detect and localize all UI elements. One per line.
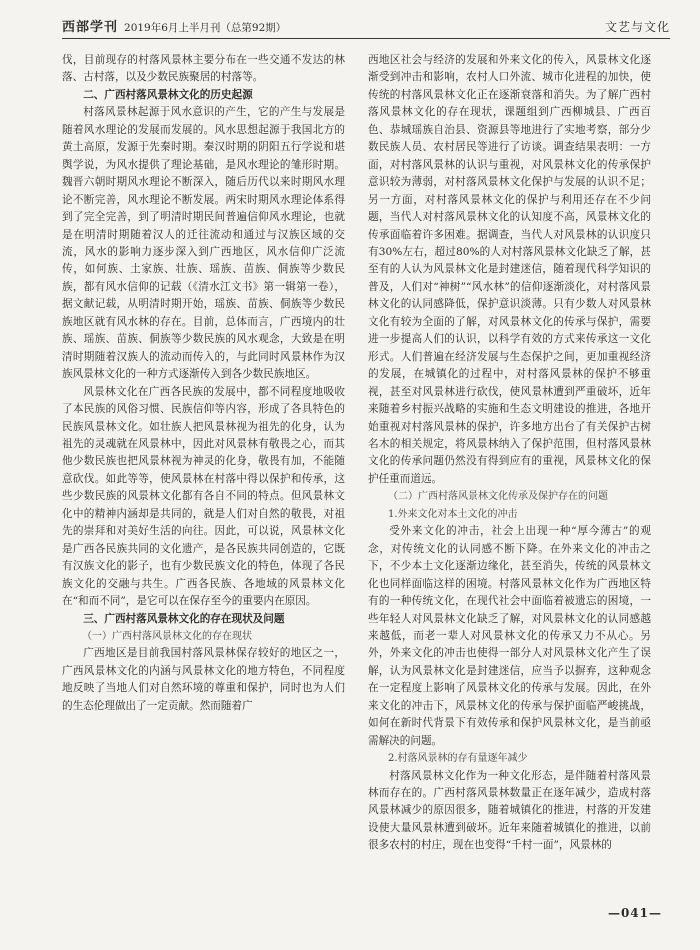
subsection-heading-problems: （二）广西村落风景林文化传承及保护存在的问题 xyxy=(388,491,608,503)
paragraph-foreign-culture: 受外来文化的冲击，社会上出现一种“厚今薄古”的观念，对传统文化的认同感不断下降。在外来文化的冲击之下，不少本土文化逐渐边缘化，甚至消失，传统的风景林文化也同样面临这样的困境。村落风景林文化作为广西地区特有的一种传统文化，在现代社会中面临着被遗忘的困境，一些年轻人对风景林文化缺乏了解，对风景林文化的认同感越来越低，而老一辈人对风景林文化的传承又力不从心。另外，外来文化的冲击也使得一部分人对风景林文化产生了误解，认为风景林文化是封建迷信，应当予以摒弃，这种观念在一定程度上影响了风景林文化的传承与发展。因此，在外来文化的冲击下，风景林文化的传承与保护面临严峻挑战，如何在新时代背景下有效传承和保护风景林文化，是当前亟需解决的问题。 xyxy=(368,525,651,747)
paragraph-decline: 村落风景林文化作为一种文化形态，是伴随着村落风景林而存在的。广西村落风景林数量正在逐年减少，造成村落风景林减少的原因很多，随着城镇化的推进，村落的开发建设使大量风景林遭到破坏。近年来随着城镇化的推进，以前很多农村的村庄，现在也变得“千村一面”，风景林的 xyxy=(368,769,651,852)
header-left xyxy=(62,16,286,38)
section-heading-history: 二、广西村落风景林文化的历史起源 xyxy=(83,88,253,101)
page-number: —041— xyxy=(607,906,662,920)
paragraph-status: 广西地区是目前我国村落风景林保存较好的地区之一，广西风景林文化的内涵与风景林文化的地方特色，不同程度地反映了当地人们对自然环境的尊重和保护，同时也为人们的生态伦理做出了一定贡献。然而随着广 xyxy=(62,647,345,712)
paragraph-survey: 西地区社会与经济的发展和外来文化的传入，风景林文化逐渐受到冲击和影响，农村人口外流、城市化进程的加快，使传统的村落风景林文化正在逐渐衰落和消失。为了解广西村落风景林文化的存在现状，课题组到广西柳城县、广西百色、恭城瑶族自治县、资源县等地进行了实地考察，部分少数民族人员、农村居民等进行了访谈。调查结果表明：一方面，对村落风景林的认识与重视，对风景林文化的传承保护意识较为薄弱，对村落风景林文化保护与发展的认识不足；另一方面，对村落风景林文化的保护与利用还存在不少问题，当代人对村落风景林文化的认知度不高，风景林文化的传承面临着许多困难。据调查，当代人对风景林的认识度只有30%左右，超过80%的人对村落风景林文化缺乏了解，甚至有的人认为风景林文化是封建迷信，随着现代科学知识的普及，人们对“神树”“风水林”的信仰逐渐淡化，对村落风景林文化的认同感降低，保护意识淡薄。只有少数人对风景林文化有较为全面的了解，对风景林文化的传承与保护，需要进一步提高人们的认识，以科学有效的方式来传承这一文化形式。人们普遍在经济发展与生态保护之间，更加重视经济的发展，在城镇化的过程中，对村落风景林的保护不够重视，甚至对风景林进行砍伐，使风景林遭到严重破坏，近年来随着乡村振兴战略的实施和生态文明建设的推进，各地开始重视对村落风景林的保护，许多地方出台了有关保护古树名木的相关规定，将风景林纳入了保护范围，但村落风景林文化的传承问题仍然没有得到应有的重视，风景林文化的保护任重而道远。 xyxy=(368,54,651,485)
section-heading-status: 三、广西村落风景林文化的存在现状及问题 xyxy=(83,612,285,625)
left-column xyxy=(62,52,345,715)
sub-heading-decline: 2.村落风景林的存有量逐年减少 xyxy=(388,753,528,765)
issue-info: 2019年6月上半月刊（总第92期） xyxy=(124,22,287,34)
subsection-heading-status: （一）广西村落风景林文化的存在现状 xyxy=(82,630,252,642)
sub-heading-foreign-culture: 1.外来文化对本土文化的冲击 xyxy=(388,508,518,520)
section-name: 文艺与文化 xyxy=(604,20,670,34)
paragraph-continuation: 伐，目前现存的村落风景林主要分布在一些交通不发达的林落、古村落，以及少数民族聚居的村落等。 xyxy=(62,54,345,84)
paragraph-ethnic-culture: 风景林文化在广西各民族的发展中，都不同程度地吸收了本民族的风俗习惯、民族信仰等内容，形成了各具特色的民族风景林文化。如壮族人把风景林视为祖先的化身，认为祖先的灵魂就在风景林中，因此对风景林有敬畏之心，而其他少数民族也把风景林视为神灵的化身，敬畏有加，不能随意砍伐。如此等等，使风景林在村落中得以保护和传承，这些少数民族的风景林文化都有各自不同的特点。但风景林文化中的精神内涵却是共同的，就是人们对自然的敬畏，对祖先的崇拜和对美好生活的向往。因此，可以说，风景林文化是广西各民族共同的文化遗产，是各民族共同创造的，它既有汉族文化的影子，也有少数民族文化的特色，体现了各民族文化的交融与共生。广西各民族、各地域的风景林文化在“和而不同”，是它可以在保存至今的重要内在原因。 xyxy=(62,385,345,608)
paragraph-origin: 村落风景林起源于风水意识的产生，它的产生与发展是随着风水理论的发展而发展的。风水思想起源于我国北方的黄土高原，发源于先秦时期。秦汉时期的阴阳五行学说和堪舆学说，为风水提供了理论基础，是风水理论的雏形时期。魏晋六朝时期风水理论不断深入，随后历代以来时期风水理论不断完善，风水理论不断发展。两宋时期风水理论体系得到了完全完善，到了明清时期民间普遍信仰风水理论，也就是在明清时期随着汉人的迁往流动和通过与汉族区域的交流，风水的影响力逐步深入到广西地区，风水信仰广泛流传，如何族、土家族、壮族、瑶族、苗族、侗族等少数民族，都有风水信仰的记载（《清水江文书》第一辑第一卷），据文献记载，从明清时期开始，瑶族、苗族、侗族等少数民族地区就有风水林的存在。目前，总体而言，广西境内的壮族、瑶族、苗族、侗族等少数民族的风水观念，大致是在明清时期随着汉族人的流动而传入的，与此同时风景林作为汉族风景林文化的一种方式逐渐传入到各少数民族地区。 xyxy=(62,106,345,381)
journal-name: 西部学刊 xyxy=(62,20,119,35)
right-column xyxy=(368,52,651,855)
page-header xyxy=(62,16,670,39)
